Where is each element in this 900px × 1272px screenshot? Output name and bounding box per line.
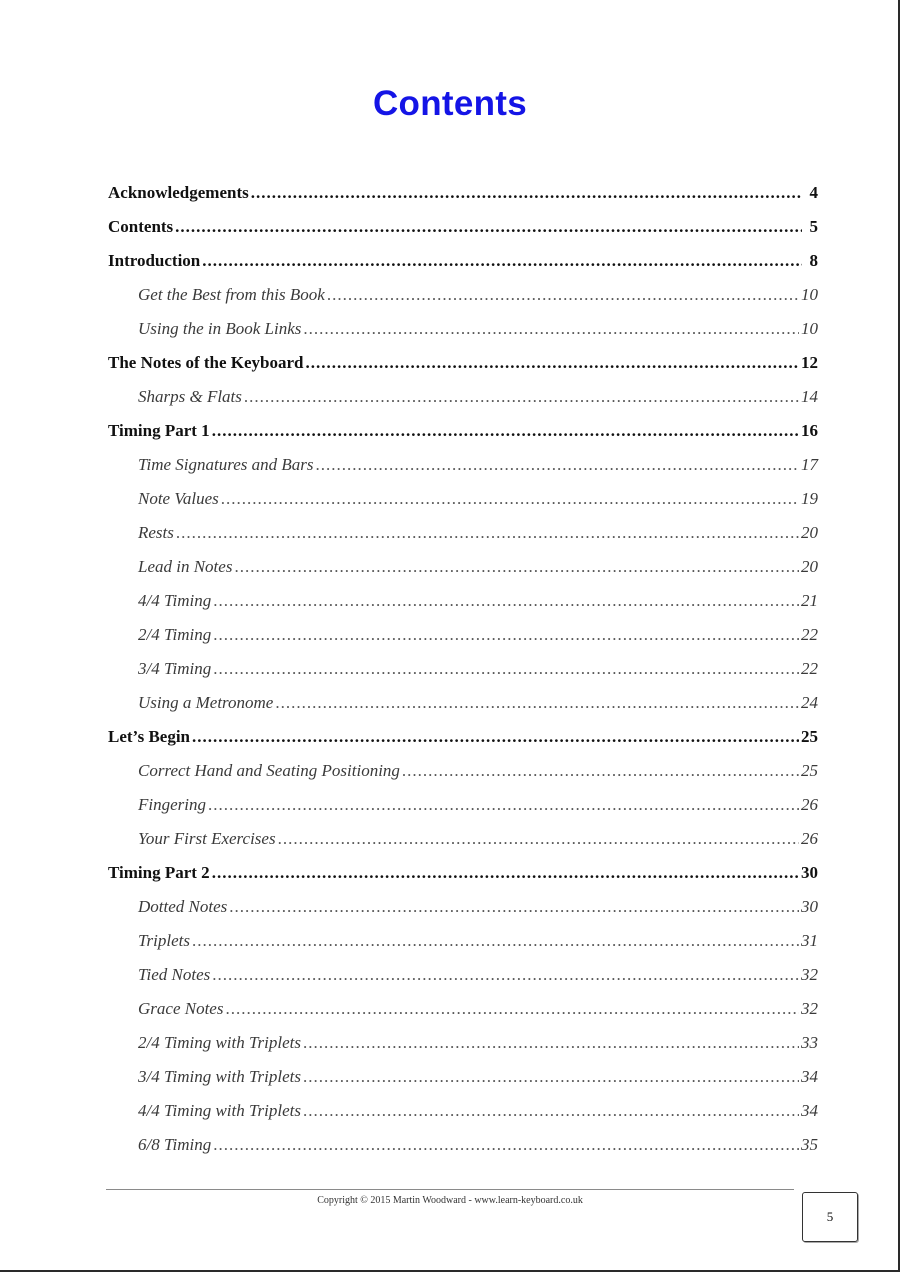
- dot-leader: [176, 516, 799, 550]
- toc-entry-page-number: 22: [801, 625, 818, 644]
- toc-entry-page-number: 24: [801, 693, 818, 712]
- toc-entry-title: 3/4 Timing with Triplets: [138, 1067, 301, 1086]
- toc-chapter-link[interactable]: [108, 720, 818, 754]
- toc-section-link[interactable]: [108, 584, 818, 618]
- dot-leader: [213, 618, 799, 652]
- dot-leader: [327, 278, 799, 312]
- dot-leader: [303, 1026, 799, 1060]
- toc-chapter-link[interactable]: [108, 176, 818, 210]
- toc-entry-page-number: 4: [809, 183, 818, 202]
- toc-chapter-link[interactable]: [108, 210, 818, 244]
- dot-leader: [221, 482, 799, 516]
- dot-leader: [213, 584, 799, 618]
- toc-entry-title: Dotted Notes: [138, 897, 228, 916]
- toc-entry-page-number: 31: [801, 931, 818, 950]
- toc-section-link[interactable]: [108, 1026, 818, 1060]
- toc-section-link[interactable]: [108, 380, 818, 414]
- toc-section-link[interactable]: [108, 312, 818, 346]
- dot-leader: [275, 686, 799, 720]
- toc-entry-page-number: 22: [801, 659, 818, 678]
- toc-entry-title: Tied Notes: [138, 965, 211, 984]
- toc-entry-page-number: 16: [801, 421, 818, 440]
- toc-entry-page-number: 17: [801, 455, 818, 474]
- toc-entry-page-number: 14: [801, 387, 818, 406]
- toc-entry-title: 3/4 Timing: [138, 659, 212, 678]
- page-title: Contents: [372, 84, 528, 123]
- dot-leader: [225, 992, 799, 1026]
- page-number: 5: [802, 1192, 858, 1242]
- toc-entry-title: Rests: [138, 523, 174, 542]
- toc-chapter-link[interactable]: [108, 346, 818, 380]
- toc-section-link[interactable]: [108, 788, 818, 822]
- toc-entry-page-number: 35: [801, 1135, 818, 1154]
- toc-entry-title: Your First Exercises: [138, 829, 276, 848]
- dot-leader: [244, 380, 799, 414]
- footer-copyright: Copyright © 2015 Martin Woodward - www.learn-keyboard.co.uk: [317, 1195, 583, 1206]
- toc-entry-title: Get the Best from this Book: [138, 285, 325, 304]
- dot-leader: [212, 856, 799, 890]
- toc-entry-page-number: 20: [801, 557, 818, 576]
- dot-leader: [229, 890, 799, 924]
- toc-section-link[interactable]: [108, 958, 818, 992]
- toc-entry-page-number: 10: [801, 285, 818, 304]
- toc-section-link[interactable]: [108, 686, 818, 720]
- toc-entry-title: Triplets: [138, 931, 190, 950]
- dot-leader: [251, 176, 802, 210]
- toc-section-link[interactable]: [108, 278, 818, 312]
- dot-leader: [278, 822, 799, 856]
- toc-entry-title: Timing Part 1: [108, 421, 210, 440]
- table-of-contents: [108, 176, 818, 1162]
- toc-chapter-link[interactable]: [108, 856, 818, 890]
- toc-entry-page-number: 26: [801, 795, 818, 814]
- dot-leader: [192, 720, 799, 754]
- toc-entry-page-number: 10: [801, 319, 818, 338]
- toc-entry-title: Introduction: [108, 251, 201, 270]
- toc-entry-page-number: 12: [801, 353, 818, 372]
- toc-section-link[interactable]: [108, 890, 818, 924]
- dot-leader: [316, 448, 799, 482]
- dot-leader: [175, 210, 802, 244]
- toc-entry-page-number: 25: [801, 761, 818, 780]
- dot-leader: [212, 958, 799, 992]
- toc-section-link[interactable]: [108, 1094, 818, 1128]
- toc-entry-title: Correct Hand and Seating Positioning: [138, 761, 400, 780]
- toc-entry-title: 4/4 Timing with Triplets: [138, 1101, 301, 1120]
- dot-leader: [213, 1128, 799, 1162]
- dot-leader: [212, 414, 799, 448]
- toc-entry-title: 4/4 Timing: [138, 591, 212, 610]
- toc-entry-page-number: 30: [801, 897, 818, 916]
- dot-leader: [303, 1094, 799, 1128]
- dot-leader: [305, 346, 799, 380]
- dot-leader: [402, 754, 799, 788]
- toc-entry-page-number: 25: [801, 727, 818, 746]
- toc-entry-title: Timing Part 2: [108, 863, 210, 882]
- dot-leader: [208, 788, 799, 822]
- toc-section-link[interactable]: [108, 1128, 818, 1162]
- dot-leader: [213, 652, 799, 686]
- toc-entry-title: Grace Notes: [138, 999, 224, 1018]
- toc-entry-title: 2/4 Timing with Triplets: [138, 1033, 301, 1052]
- toc-section-link[interactable]: [108, 754, 818, 788]
- toc-entry-title: Time Signatures and Bars: [138, 455, 314, 474]
- toc-entry-title: Let’s Begin: [108, 727, 191, 746]
- toc-entry-page-number: 8: [809, 251, 818, 270]
- toc-entry-page-number: 30: [801, 863, 818, 882]
- dot-leader: [303, 1060, 799, 1094]
- dot-leader: [234, 550, 799, 584]
- dot-leader: [202, 244, 802, 278]
- toc-entry-title: 6/8 Timing: [138, 1135, 212, 1154]
- toc-entry-title: The Notes of the Keyboard: [108, 353, 304, 372]
- toc-entry-page-number: 21: [801, 591, 818, 610]
- dot-leader: [303, 312, 799, 346]
- toc-entry-title: Lead in Notes: [138, 557, 233, 576]
- toc-entry-title: Using a Metronome: [138, 693, 274, 712]
- toc-section-link[interactable]: [108, 516, 818, 550]
- toc-section-link[interactable]: [108, 924, 818, 958]
- toc-section-link[interactable]: [108, 1060, 818, 1094]
- toc-entry-title: Sharps & Flats: [138, 387, 242, 406]
- toc-entry-title: Acknowledgements: [108, 183, 249, 202]
- footer-divider: [106, 1189, 794, 1190]
- toc-section-link[interactable]: [108, 550, 818, 584]
- toc-chapter-link[interactable]: [108, 244, 818, 278]
- toc-entry-title: 2/4 Timing: [138, 625, 212, 644]
- toc-entry-title: Note Values: [138, 489, 219, 508]
- toc-entry-page-number: 32: [801, 999, 818, 1018]
- dot-leader: [192, 924, 799, 958]
- toc-entry-page-number: 26: [801, 829, 818, 848]
- toc-entry-title: Fingering: [138, 795, 206, 814]
- toc-section-link[interactable]: [108, 618, 818, 652]
- toc-entry-page-number: 5: [809, 217, 818, 236]
- toc-entry-page-number: 32: [801, 965, 818, 984]
- toc-section-link[interactable]: [108, 482, 818, 516]
- toc-section-link[interactable]: [108, 822, 818, 856]
- toc-section-link[interactable]: [108, 992, 818, 1026]
- toc-entry-page-number: 33: [801, 1033, 818, 1052]
- toc-section-link[interactable]: [108, 448, 818, 482]
- toc-section-link[interactable]: [108, 652, 818, 686]
- toc-entry-title: Contents: [108, 217, 174, 236]
- toc-chapter-link[interactable]: [108, 414, 818, 448]
- toc-entry-title: Using the in Book Links: [138, 319, 302, 338]
- toc-entry-page-number: 34: [801, 1067, 818, 1086]
- toc-entry-page-number: 19: [801, 489, 818, 508]
- toc-entry-page-number: 34: [801, 1101, 818, 1120]
- toc-entry-page-number: 20: [801, 523, 818, 542]
